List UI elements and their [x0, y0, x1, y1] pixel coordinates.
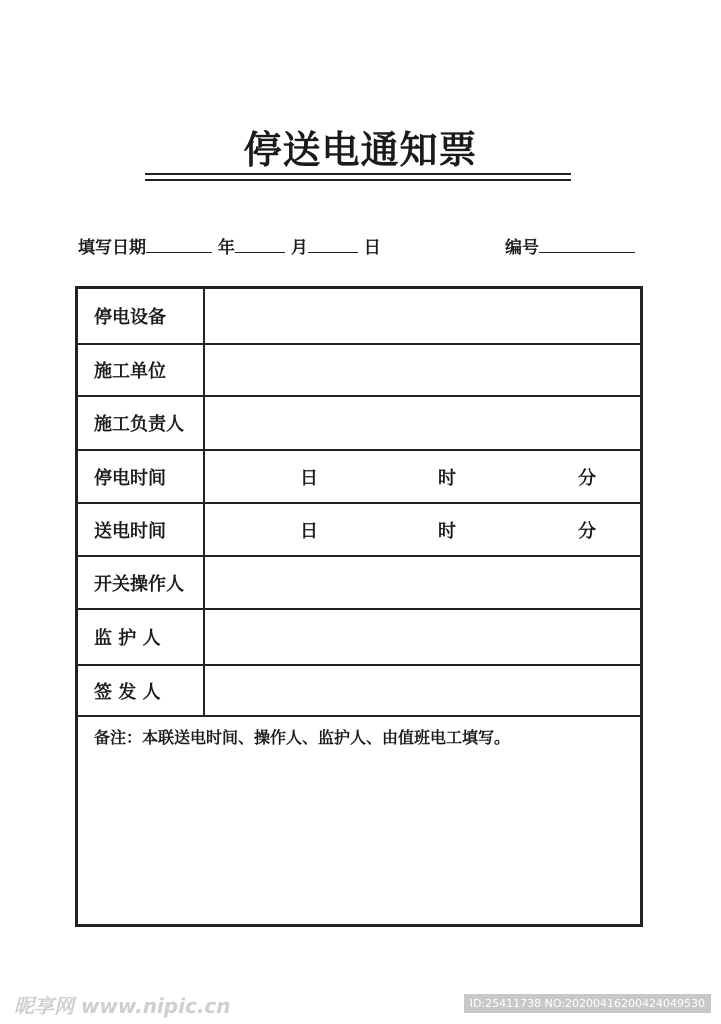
number-line	[505, 234, 635, 262]
row-construction-lead	[78, 397, 640, 451]
unit-minute: 分	[578, 520, 596, 542]
construction-unit-field[interactable]	[205, 345, 640, 395]
row-label: 停电设备	[78, 289, 205, 343]
restore-time-field[interactable]	[205, 504, 640, 555]
supervisor-field[interactable]	[205, 610, 640, 664]
month-blank[interactable]	[235, 234, 285, 253]
number-label: 编号	[505, 238, 539, 258]
title-underline-bottom	[145, 179, 571, 181]
unit-hour: 时	[438, 520, 456, 542]
day-blank[interactable]	[308, 234, 358, 253]
title-underline-top	[145, 173, 571, 175]
watermark-logo: 昵享网 www.nipic.cn	[14, 994, 231, 1018]
month-label: 月	[290, 238, 308, 258]
unit-day: 日	[300, 520, 318, 542]
row-issuer	[78, 666, 640, 717]
unit-minute: 分	[578, 467, 596, 489]
row-label: 停电时间	[78, 451, 205, 502]
row-label: 签 发 人	[78, 666, 205, 715]
fill-date-line	[78, 234, 381, 262]
row-construction-unit	[78, 345, 640, 397]
watermark-id: ID:25411738 NO:20200416200424049530	[464, 994, 711, 1013]
row-restore-time	[78, 504, 640, 557]
row-outage-time	[78, 451, 640, 504]
number-blank[interactable]	[539, 234, 635, 253]
unit-hour: 时	[438, 467, 456, 489]
outage-equipment-field[interactable]	[205, 289, 640, 343]
row-label: 施工负责人	[78, 397, 205, 449]
remarks-note: 备注：本联送电时间、操作人、监护人、由值班电工填写。	[94, 728, 511, 747]
year-label: 年	[217, 238, 235, 258]
row-label: 送电时间	[78, 504, 205, 555]
row-outage-equipment	[78, 289, 640, 345]
unit-day: 日	[300, 467, 318, 489]
notice-form-table	[75, 286, 643, 927]
switch-operator-field[interactable]	[205, 557, 640, 608]
row-label: 施工单位	[78, 345, 205, 395]
row-supervisor	[78, 610, 640, 666]
fill-date-label: 填写日期	[78, 238, 146, 258]
construction-lead-field[interactable]	[205, 397, 640, 449]
form-title: 停送电通知票	[243, 128, 478, 172]
row-label: 开关操作人	[78, 557, 205, 608]
day-label: 日	[363, 238, 381, 258]
row-switch-operator	[78, 557, 640, 610]
outage-time-field[interactable]	[205, 451, 640, 502]
year-blank[interactable]	[146, 234, 212, 253]
row-label: 监 护 人	[78, 610, 205, 664]
issuer-field[interactable]	[205, 666, 640, 715]
